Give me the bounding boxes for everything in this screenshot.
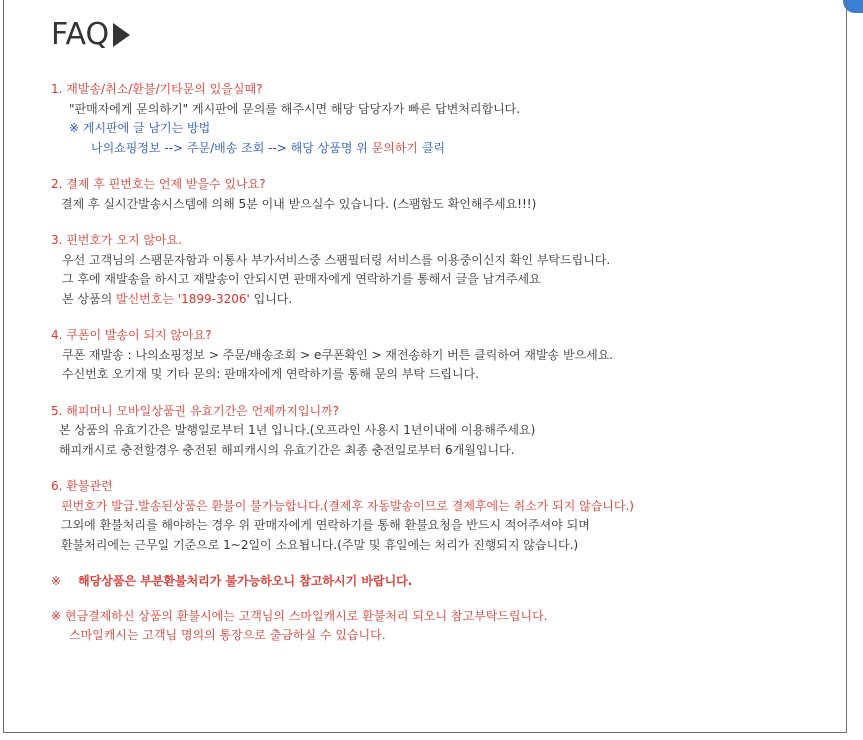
note-line: 스마일캐시는 고객님 명의의 통장으로 출금하실 수 있습니다.: [69, 628, 386, 642]
faq-title: [51, 14, 130, 54]
faq-item-3: [51, 231, 831, 309]
faq-question: 5. 해피머니 모바일상품권 유효기간은 언제까지입니까?: [51, 403, 340, 418]
note-text: 해당상품은 부분환불처리가 불가능하오니 참고하시기 바랍니다.: [78, 574, 413, 588]
sender-number: 발신번호는 '1899-3206': [116, 291, 250, 306]
sender-suffix: 입니다.: [249, 291, 293, 306]
faq-answer-line: 쿠폰 재발송 : 나의쇼핑정보 > 주문/배송조회 > e쿠폰확인 > 재전송하기 버튼 클릭하여 재발송 받으세요.: [62, 347, 614, 362]
guide-path-highlight: 문의하기: [371, 140, 419, 155]
faq-guide-path: [51, 139, 831, 159]
sender-prefix: 본 상품의: [62, 291, 116, 306]
guide-path-end: 클릭: [418, 140, 446, 155]
faq-content: [51, 80, 831, 663]
page-title: FAQ: [51, 16, 110, 52]
faq-answer-line: 그 후에 재발송을 하시고 재발송이 안되시면 판매자에게 연락하기를 통해서 글을 남겨주세요: [62, 272, 541, 286]
faq-item-6: [51, 477, 831, 555]
faq-item-5: [51, 402, 831, 461]
note-line: ※ 현금결제하신 상품의 환불시에는 고객님의 스마일캐시로 환불처리 되오니 참고부탁드립니다.: [51, 608, 548, 623]
faq-refund-warning: 핀번호가 발급.발송된상품은 환불이 불가능합니다.(결제후 자동발송이므로 결제후에는 취소가 되지 않습니다.): [61, 498, 634, 513]
faq-answer-line: 해피캐시로 충전할경우 충전된 해피캐시의 유효기간은 최종 충전일로부터 6개월입니다.: [59, 442, 515, 457]
faq-item-4: [51, 326, 831, 385]
partial-refund-note: [51, 572, 831, 592]
faq-item-2: [51, 175, 831, 214]
faq-guide-heading: ※ 게시판에 글 남기는 방법: [69, 121, 211, 135]
faq-item-1: [51, 80, 831, 158]
faq-answer-line: 수신번호 오기재 및 기타 문의: 판매자에게 연락하기를 통해 문의 부탁 드립니다.: [62, 367, 479, 381]
note-line: [51, 572, 831, 592]
faq-question: 6. 환불관련: [51, 479, 113, 493]
faq-question: 3. 핀번호가 오지 않아요.: [51, 233, 183, 247]
faq-sender-number-line: [51, 290, 831, 310]
note-mark: ※: [51, 574, 62, 588]
play-arrow-icon: [113, 23, 130, 47]
faq-question: 1. 재발송/취소/환불/기타문의 있을실때?: [51, 82, 263, 96]
faq-answer-line: 환불처리에는 근무일 기준으로 1~2일이 소요됩니다.(주말 및 휴일에는 처리가 진행되지 않습니다.): [61, 537, 579, 552]
faq-answer-line: 우선 고객님의 스팸문자함과 이통사 부가서비스중 스팸필터링 서비스를 이용중이신지 확인 부탁드립니다.: [62, 252, 611, 267]
cash-refund-note: [51, 607, 831, 646]
faq-answer-line: "판매자에게 문의하기" 게시판에 문의를 해주시면 해당 담당자가 빠른 답변처리합니다.: [69, 101, 521, 116]
faq-answer-line: 그외에 환불처리를 해야하는 경우 위 판매자에게 연락하기를 통해 환불요청을 반드시 적어주셔야 되며: [61, 518, 590, 532]
faq-question: 4. 쿠폰이 발송이 되지 않아요?: [51, 328, 212, 342]
faq-answer-line: 결제 후 실시간발송시스템에 의해 5분 이내 받으실수 있습니다. (스팸함도 확인해주세요!!!): [61, 196, 537, 211]
guide-path-text: 나의쇼핑정보 --> 주문/배송 조회 --> 해당 상품명 위: [91, 140, 372, 155]
faq-answer-line: 본 상품의 유효기간은 발행일로부터 1년 입니다.(오프라인 사용시 1년이내에 이용해주세요): [59, 423, 536, 437]
faq-question: 2. 결제 후 핀번호는 언제 받을수 있나요?: [51, 177, 266, 191]
